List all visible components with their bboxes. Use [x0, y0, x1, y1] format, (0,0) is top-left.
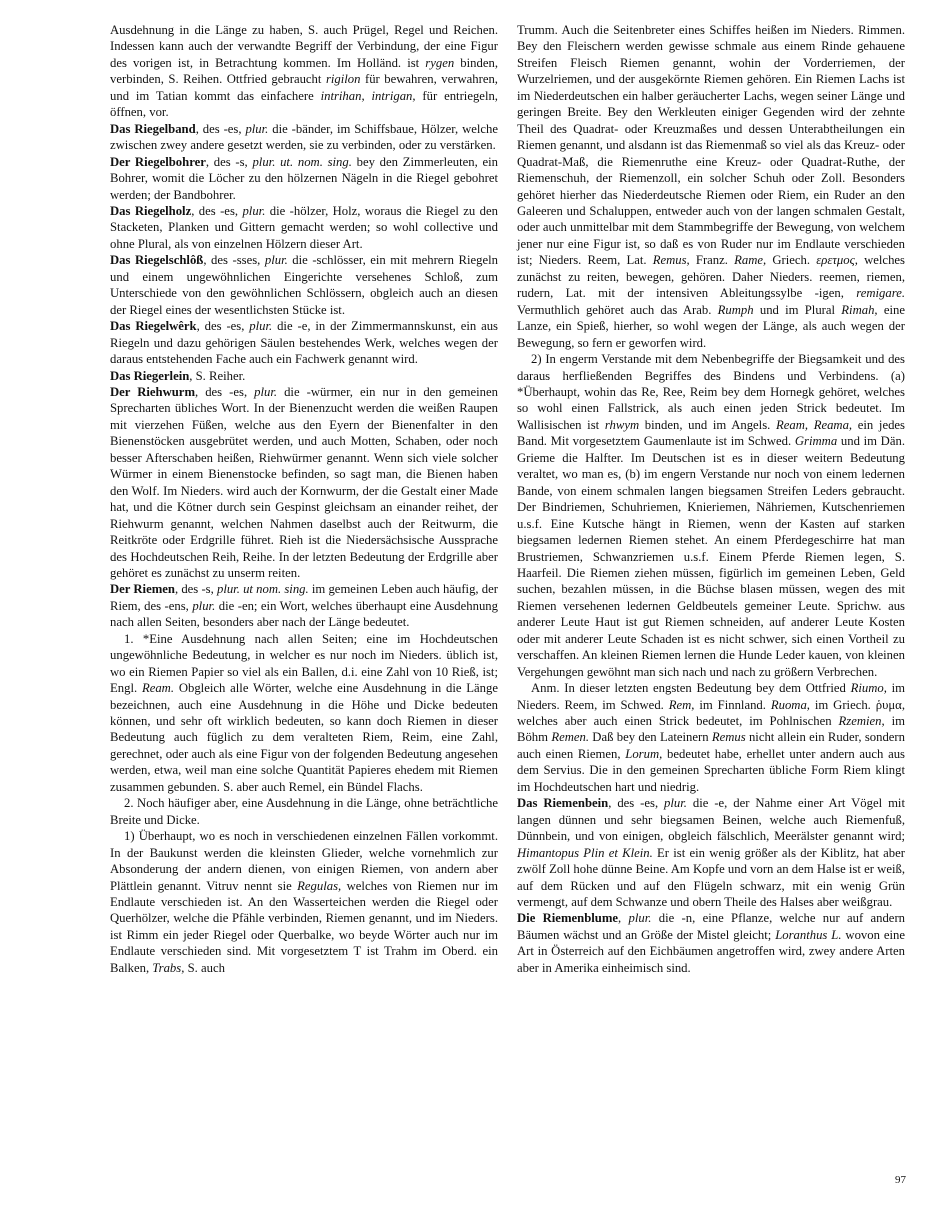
headword: Das Riegelschlôß — [110, 253, 204, 268]
text-run: wovon eine Art in Österreich auf den Eichbäumen angetroffen wird, zwey andere Arten aber in Amerika einheimisch sind. — [517, 927, 906, 975]
text-run: binden, verbinden, S. Reihen. Ottfried gebraucht — [110, 55, 498, 87]
text-run: 2) In engerm Verstande mit dem Nebenbegriffe der Biegsamkeit und des daraus herfließenden Begriffes des Bindens und Verbindens. (a) *Überhaupt, wohin das Re, Ree, Reim bey dem Hornegk gehöret, welches so wohl einen Fallstrick, als auch einen jeden Strick bedeutet. Im Wallisischen ist — [517, 352, 905, 432]
text-run: im Finnland. — [694, 697, 771, 712]
italic-text: Ream, Reama, — [775, 417, 853, 432]
italic-text: rigilon — [325, 72, 361, 87]
dictionary-entry-riemen-cont — [517, 22, 905, 351]
text-run: bey den Zimmerleuten, ein Bohrer, womit die Löcher zu den hölzernen Nägeln in die Riegel gebohret werden; der Bandbohrer. — [110, 154, 498, 202]
italic-text: Lorum, — [625, 746, 663, 761]
dictionary-entry-riemenblume — [517, 910, 905, 976]
text-run: ein jedes Band. Mit vorgesetztem Gaumenlaute ist im Schwed. — [517, 417, 905, 449]
italic-text: plur. — [664, 796, 687, 811]
text-run: die -n, eine Pflanze, welche nur auf andern Bäumen wächst und an Größe der Mistel gleicht; — [517, 911, 906, 942]
text-run: , des -es, — [196, 319, 250, 334]
text-run: Trumm. Auch die Seitenbreter eines Schiffes heißen im Nieders. Rimmen. Bey den Fleischern werden gewisse schmale aus einem Rinde gehauene Streifen Fleisch Riemen genannt, wohin der Vorderriemen, der Wurzelriemen, und der ausgekörnte Riemen gehören. Ein Riemen Lachs ist im Niederdeutschen ein halber geräucherter Lachs, wegen seiner Länge und geringen Breite. Bey den Werkleuten einiger Gegenden wird der zehnte Theil des Quadrat- oder Kreuzmaßes und dessen Unterabtheilungen ein Riemen genannt, und alsdann ist das Riemenmaß so viel als das Kreuz- oder Quadrat-Maß, die Riemenruthe eine Kreuz- oder Quadrat-Ruthe, der Riemenschuh, der Riemenzoll, ein solcher Schuh oder Zoll. Besonders gehöret hierher das Niederdeutsche Riemen oder Riem, ein Ruder an den Galeeren und Schaluppen, entweder auch von der langen schmalen Gestalt, oder auch unmittelbar mit dem Stammbegriffe der Bewegung, von welchem jener nur eine Figur ist, so daß es von Ruder nur im Endlaute verschieden ist; Nieders. Reem, Lat. — [517, 23, 905, 268]
italic-text: Rame, — [734, 253, 767, 268]
headword: Das Riegelband — [110, 121, 196, 136]
italic-text: plur. — [249, 319, 273, 334]
italic-text: plur. — [628, 911, 652, 926]
headword: Das Riegelholz — [110, 203, 192, 218]
italic-text: Rumph — [717, 302, 754, 317]
text-run: im Böhm — [517, 714, 905, 745]
text-run: und im Dän. Grieme die Halfter. Im Deutschen ist es in dieser weitern Bedeutung veraltet, wo man es, (b) im engern Verstande nur noch von einem ledernen Bande, von einem schmalen langen biegsamen Streifen Leders gebraucht. Der Bindriemen, Schuhriemen, Knieriemen, Nähriemen, Kutschenriemen u.s.f. Eine Kutsche hängt in Riemen, wenn der Kasten auf starken biegsamen ledernen Riemen stehet. An einem Pferdegeschirre hat man Brustriemen, Schwanzriemen u.s.f. Einem Pferde Riemen legen, S. Haarfeil. Die Riemen ziehen müssen, figürlich im gemeinen Leben, Geld suchen, bezahlen müssen, in die Büchse blasen müssen, wegen des mit Riemen versehenen ledernen Geldbeutels gemeiner Leute. Sprichw. aus anderer Leute Haut ist gut Riemen schneiden, auf anderer Leute Kosten oder mit anderer Leute Schaden ist es nicht schwer, sich einen Vortheil zu verschaffen. An kleinen Riemen lernen die Hunde Leder kauen, von kleinen Vergehungen gewöhnt man sich nach und nach zu größern Verbrechen. — [517, 434, 905, 679]
text-run: nicht allein ein Ruder, sondern auch einen Riemen, — [517, 730, 905, 761]
text-run: die -schlösser, ein mit mehrern Riegeln und einem ungewöhnlichen Eingerichte versehenes Schloß, zum Unterschiede von den gewöhnlichen Schlössern, obgleich auch an diesen der Riegel eines der wesentlichsten Stücke ist. — [110, 253, 498, 317]
text-run: 1. *Eine Ausdehnung nach allen Seiten; eine im Hochdeutschen ungewöhnliche Bedeutung, in welcher es nur noch im Nieders. üblich ist, wo ein Riemen Papier so viel als ein Ballen, d.i. eine Zahl von 10 Rieß, ist; Engl. — [110, 631, 498, 696]
text-run: , des -s, — [174, 582, 217, 597]
dictionary-entry-riemen-2-1 — [110, 828, 498, 976]
italic-text: Rzemien, — [838, 714, 885, 729]
italic-text: Riumo, — [850, 681, 887, 696]
dictionary-entry-riemenbein — [517, 795, 905, 910]
text-run: Ausdehnung in die Länge zu haben, S. auch Prügel, Regel und Reichen. Indessen kann auch der verwandte Begriff der Verbindung, der eine Figur des vorigen ist, in Betrachtung kommen. Im Holländ. ist — [110, 23, 498, 70]
headword: Das Riegerlein — [110, 368, 190, 383]
text-run: im Griech. ῥυμα, welches aber auch einen Strick bedeutet, im Pohlnischen — [517, 697, 905, 729]
text-run: binden, und im Angels. — [639, 417, 776, 432]
italic-text: plur. — [254, 384, 278, 399]
italic-text: Regulas, — [297, 878, 342, 893]
italic-text: intrihan, intrigan, — [320, 88, 416, 103]
italic-text: plur. — [192, 598, 216, 613]
text-run: , des -es, — [195, 384, 255, 399]
dictionary-entry-riemen-2-2 — [517, 351, 905, 680]
italic-text: ερετμος, — [816, 253, 858, 268]
italic-text: Grimma — [794, 434, 838, 449]
continued-paragraph — [110, 22, 498, 121]
italic-text: Himantopus Plin et Klein. — [517, 845, 653, 860]
italic-text: Loranthus L. — [775, 927, 842, 942]
text-run: Vermuthlich gehöret auch das Arab. — [517, 302, 718, 317]
text-run: , des -s, — [205, 154, 253, 169]
text-run: eine Lanze, ein Spieß, hierher, so wohl wegen der Länge, als auch wegen der Bewegung, so fern er geworfen wird. — [517, 302, 905, 350]
italic-text: remigare. — [856, 286, 905, 301]
italic-text: Remus, — [652, 253, 690, 268]
text-run: die -en; ein Wort, welches überhaupt eine Ausdehnung nach allen Seiten, besonders aber nach der Länge bedeutet. — [110, 598, 498, 630]
headword: Das Riemenbein — [517, 796, 609, 811]
italic-text: Ruoma, — [770, 697, 810, 712]
text-run: für entriegeln, öffnen, vor. — [110, 88, 498, 120]
text-run: Daß bey den Lateinern — [589, 730, 712, 745]
italic-text: plur. ut nom. sing. — [216, 582, 309, 597]
text-run: welches zunächst zu reiten, bewegen, gehören. Daher Nieders. reemen, riemen, rudern, Lat. mit der intensiven Ableitungssylbe -igen, — [517, 253, 905, 301]
dictionary-entry-riehwurm — [110, 384, 498, 581]
text-run: Franz. — [689, 253, 735, 268]
dictionary-entry-riegerlein — [110, 368, 498, 384]
italic-text: Remus — [711, 730, 746, 745]
headword: Der Riemen — [110, 582, 175, 597]
italic-text: rygen — [425, 55, 455, 70]
left-column — [110, 22, 498, 976]
dictionary-entry-riemen-anm — [517, 680, 905, 795]
dictionary-entry-riegelholz — [110, 203, 498, 252]
text-run: für bewahren, verwahren, und im Tatian kommt das einfachere — [110, 72, 498, 103]
dictionary-entry-riegelbohrer — [110, 154, 498, 203]
headword: Das Riegelwêrk — [110, 319, 197, 334]
right-column — [517, 22, 905, 976]
italic-text: plur. — [245, 121, 269, 136]
italic-text: plur. — [264, 253, 288, 268]
dictionary-entry-riemen-1 — [110, 631, 498, 796]
text-run: welches von Riemen nur im Endlaute verschieden ist. An den Wasserteichen werden die Riegel oder Querhölzer, welche die Pfähle verbinden, Riemen genannt, und im Nieders. ist Rimm ein jeder Riegel oder Querbalke, wo beyde Wörter auch nur im Endlaute verschieden sind. Mit vorgesetztem T ist Trahm im Oberd. ein Balken, — [110, 878, 498, 975]
dictionary-entry-riegelschloss — [110, 252, 498, 318]
text-run: 1) Überhaupt, wo es noch in verschiedenen einzelnen Fällen vorkommt. In der Baukunst werden die kleinsten Glieder, welche vornehmlich zur Absonderung der andern dienen, von einigen Riemen, von andern aber Plättlein genannt. Vitruv nennt sie — [110, 829, 498, 893]
dictionary-entry-riegelwerk — [110, 318, 498, 367]
text-run: , des -es, — [195, 121, 246, 136]
headword: Der Riehwurm — [110, 384, 196, 399]
text-run: , S. Reiher. — [189, 368, 246, 383]
text-run: 2. Noch häufiger aber, eine Ausdehnung in die Länge, ohne beträchtliche Breite und Dicke. — [110, 796, 498, 827]
text-run: , des -es, — [608, 796, 665, 811]
text-run: Anm. In dieser letzten engsten Bedeutung bey dem Ottfried — [531, 681, 851, 696]
italic-text: plur. — [242, 203, 266, 218]
dictionary-entry-riegelband — [110, 121, 498, 154]
text-run: die -e, in der Zimmermannskunst, ein aus Riegeln und dazu gehörigen Säulen bestehendes Werk, welches wegen der daraus entstehenden Fache auch ein Fachwerk genannt wird. — [110, 319, 498, 367]
italic-text: rhwym — [604, 417, 640, 432]
text-run: bedeutet habe, erhellet unter andern auch aus dem Servius. Die in den gemeinen Sprecharten übliche Form Riem klingt im Hochdeutschen hart und niedrig. — [517, 746, 905, 794]
italic-text: Ream. — [141, 681, 175, 696]
dictionary-entry-riemen — [110, 581, 498, 630]
text-run: S. auch — [184, 960, 225, 975]
text-run: die -e, der Nahme einer Art Vögel mit langen dünnen und sehr biegsamen Beinen, welche auch Riemenfuß, Dünnbein, und von einigen, obgleich fälschlich, Meerälster genannt wird; — [517, 796, 905, 844]
text-run: Griech. — [766, 253, 817, 268]
dictionary-entry-riemen-2 — [110, 795, 498, 828]
text-run: Obgleich alle Wörter, welche eine Ausdehnung in die Länge bezeichnen, auch eine Ausdehnung in die Höhe und Dicke bedeuten können, und sehr oft wirklich bedeuten, so kann doch Riemen in dieser Bedeutung auch füglich zu dem veralteten Riem, Reim, eine Zahl, gerechnet, oder auch als eine Figur von der folgenden Bedeutung angesehen werden, etwa, weil man eine solche Quantität Papieres ehedem mit Riemen zusammen gebunden. S. aber auch Remel, ein Bündel Flachs. — [110, 681, 498, 794]
text-run: , des -sses, — [203, 253, 265, 268]
italic-text: Rimah, — [841, 302, 878, 317]
headword: Die Riemenblume — [517, 911, 619, 926]
text-run: die -bänder, im Schiffsbaue, Hölzer, welche zwischen zwey andere gesetzt werden, sie zu verbinden, oder zu verstärken. — [110, 121, 498, 153]
text-run: die -würmer, ein nur in den gemeinen Sprecharten übliches Wort. In der Bienenzucht werden die weißen Raupen mit vierzehen Füßen, welche aus den Eyern der Bienenfalter in den Bienenstöcken ausgebrütet werden, und auch Motten, Schaben, oder noch besser Afterschaben heißen, Riehwürmer genannt. Wenn sich viele solcher Würmer in einem Bienenstocke befinden, so sagt man, die Bienen haben den Wolf. Im Nieders. wird auch der Kornwurm, der die Gestalt einer Made hat, und die Kötner durch sein Gespinst gleichsam an einander reihet, der Riehwurm genannt, welchen Nahmen daselbst auch der Reitwurm, die Reitkröte oder Erdgrille führet. Rieh ist die Niedersächsische Aussprache des Hochdeutschen Reih, Reihe. In der letzten Bedeutung der Erdgrille aber gehöret es zunächst zu unserm reiten. — [110, 384, 498, 580]
italic-text: plur. ut. nom. sing. — [252, 154, 352, 169]
italic-text: Remen. — [551, 730, 590, 745]
italic-text: Trabs, — [152, 960, 185, 975]
text-run: Er ist ein wenig größer als der Kiblitz, hat aber zwölf Zoll hohe dünne Beine. Am Kopfe und vorn an dem Halse ist er weiß, auf dem Rücken und auf den Flügeln schwarz, mit ein wenig Grün vermengt, auf dem Schwanze und obern Theile des Halses aber weißgrau. — [517, 845, 905, 910]
italic-text: Rem, — [668, 697, 695, 712]
headword: Der Riegelbohrer — [110, 154, 206, 169]
text-run: im gemeinen Leben auch häufig, der Riem, des -ens, — [110, 582, 498, 613]
page-number: 97 — [895, 1174, 906, 1186]
text-run: , — [618, 911, 629, 926]
text-run: , des -es, — [191, 203, 243, 218]
text-run: die -hölzer, Holz, woraus die Riegel zu den Stacketen, Planken und Gittern gemacht werden; so wohl collective und ohne Plural, als von einzelnen Hölzern dieser Art. — [110, 203, 498, 251]
text-run: im Nieders. Reem, im Schwed. — [517, 681, 905, 712]
text-run: und im Plural — [753, 302, 842, 317]
